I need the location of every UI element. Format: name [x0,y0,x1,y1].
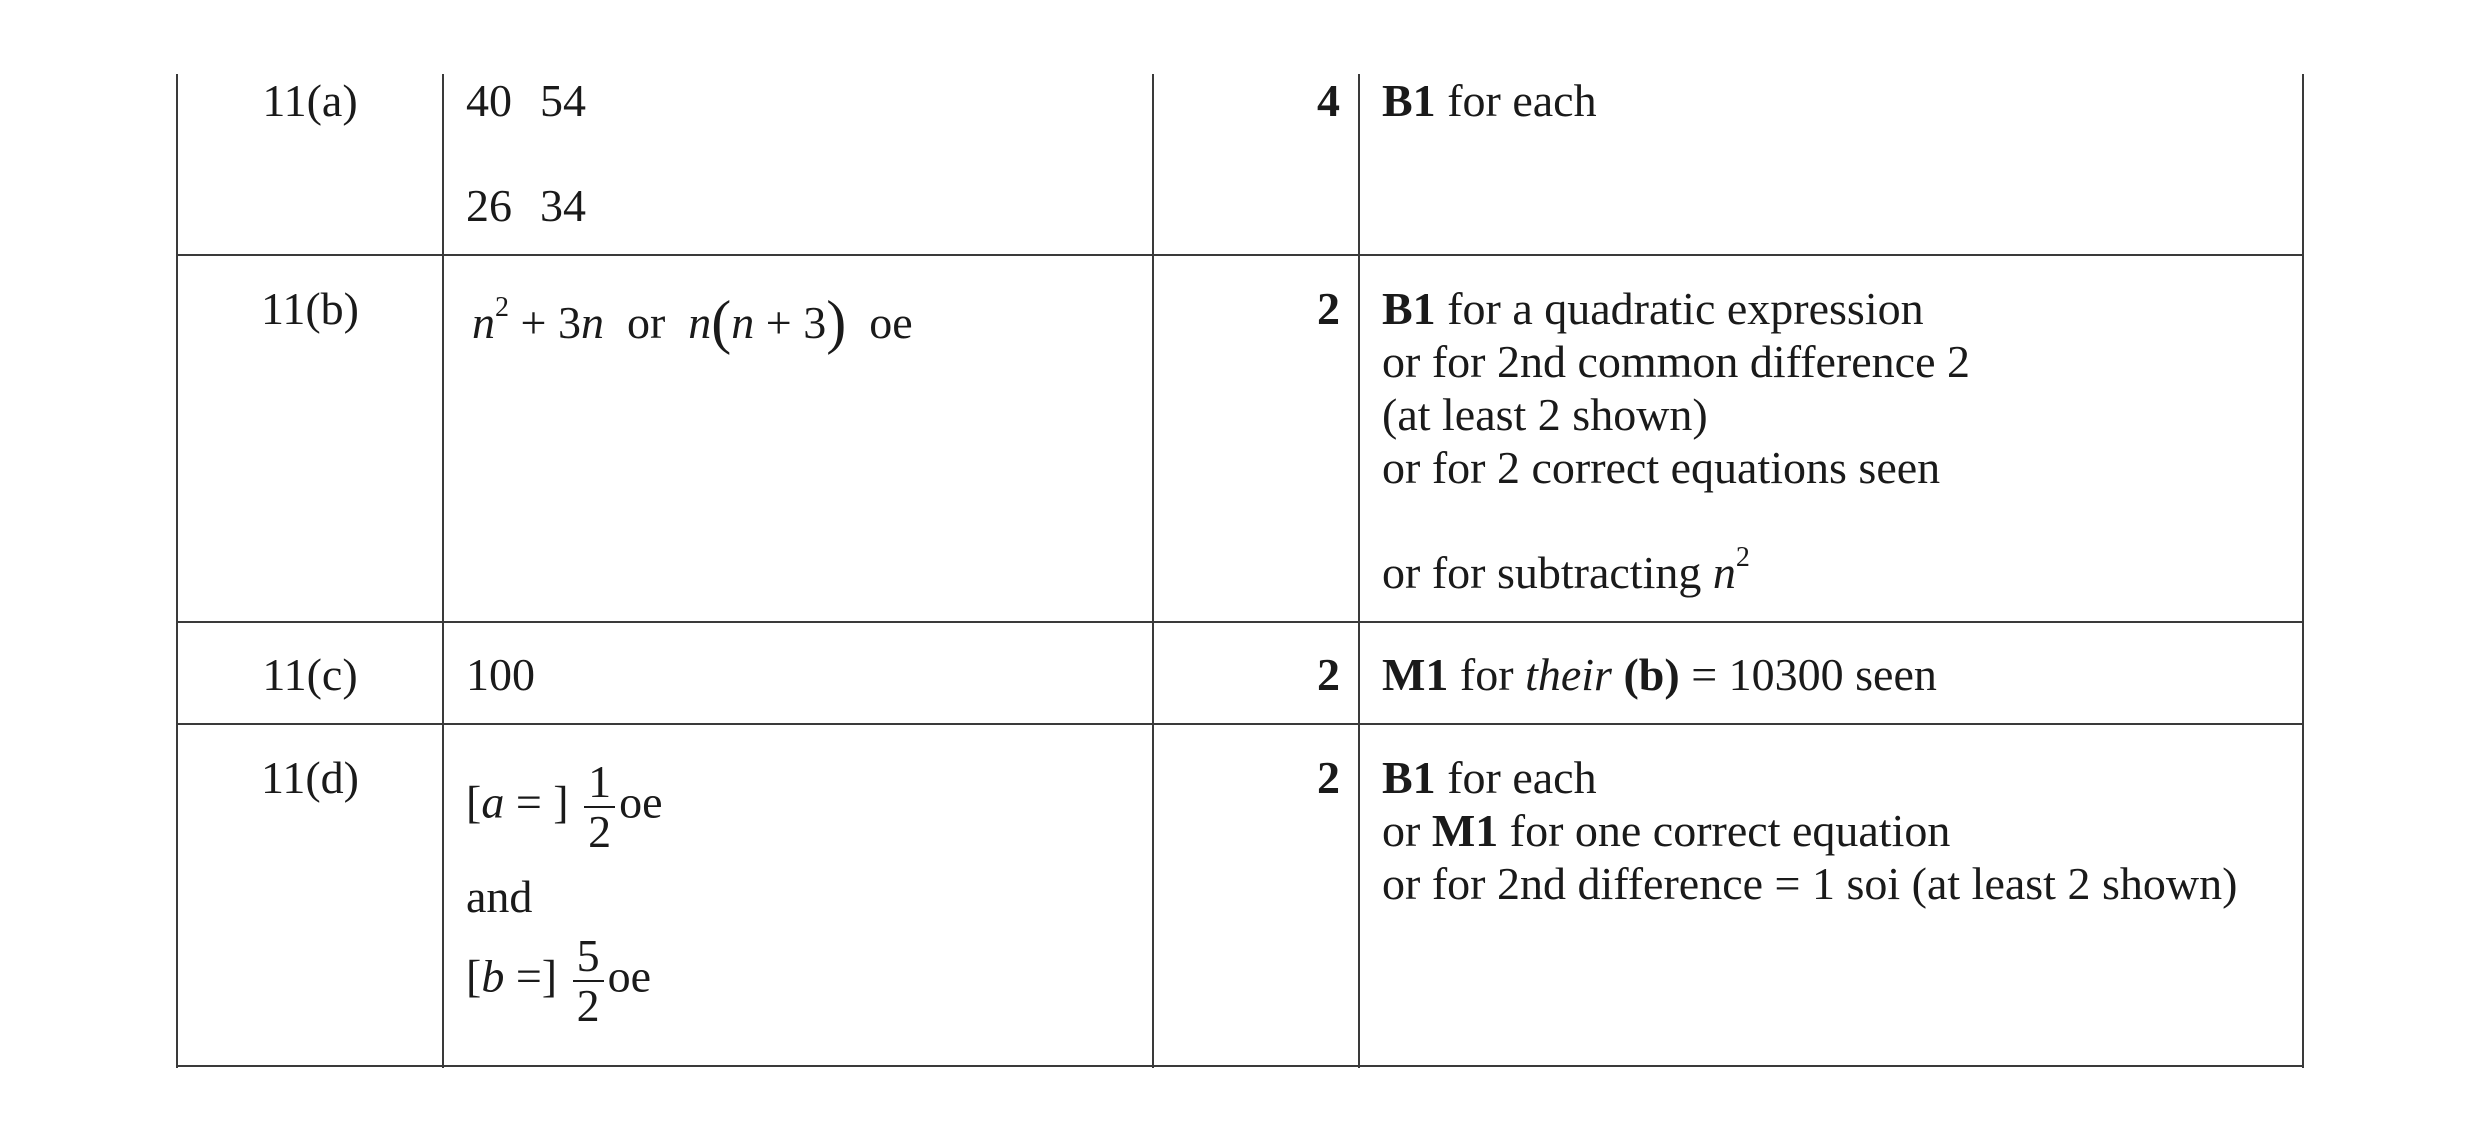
guidance-text: their [1525,649,1612,700]
guidance-line [1382,804,1950,857]
bracket: ) [826,289,847,355]
variable-n: n [688,297,712,348]
guidance-line [1382,751,1597,804]
question-number: 11(c) [262,649,358,700]
mark-code-b1: B1 [1382,752,1436,803]
question-number: 11(b) [261,283,359,334]
oe-text: oe [607,950,652,1002]
marks: 2 [1317,752,1340,803]
bracket: ( [711,289,732,355]
answer-expression [472,289,913,355]
part-reference: (b) [1623,649,1680,700]
variable-b: b [481,950,505,1002]
exponent: 2 [1735,542,1750,573]
variable-n: n [1712,547,1736,598]
question-number: 11(d) [261,752,359,803]
variable-n: n [731,297,755,348]
answer-line [466,74,586,127]
marks: 2 [1317,283,1340,334]
fraction-one-half [584,758,615,856]
denominator: 2 [576,980,600,1031]
answer-value: 26 [466,180,512,231]
row-divider [176,254,2304,256]
guidance-line [1382,648,1937,701]
marks: 4 [1317,75,1340,126]
table-border-right [2302,74,2304,1068]
guidance-text: for a quadratic expression [1447,283,1924,334]
answer-value: 54 [540,75,586,126]
marks: 2 [1317,649,1340,700]
label-bracket: [ [466,950,482,1002]
guidance-line [1382,282,1924,335]
term: + 3 [765,297,827,348]
guidance-text: = 10300 seen [1691,649,1937,700]
row-divider [176,621,2304,623]
column-divider [1358,74,1360,1068]
answer-value: 34 [540,180,586,231]
denominator: 2 [588,806,612,857]
column-divider [442,74,444,1068]
mark-code-b1: B1 [1382,283,1436,334]
answer-value: 100 [466,649,535,700]
table-border-left [176,74,178,1068]
numerator: 5 [573,932,604,982]
oe-text: oe [619,776,663,828]
guidance-text: for each [1447,75,1597,126]
guidance-text: or for subtracting [1382,547,1702,598]
question-number: 11(a) [262,75,358,126]
label-bracket: =] [504,950,558,1002]
fraction-five-halves [573,932,604,1030]
label-bracket: [ [466,776,482,828]
guidance-text: for [1459,649,1514,700]
variable-n: n [472,297,495,348]
numerator: 1 [584,758,615,808]
column-divider [1152,74,1154,1068]
answer-line [466,179,586,232]
variable-a: a [481,776,505,828]
guidance-text: or [1382,805,1421,856]
mark-code-m1: M1 [1382,649,1449,700]
and-text: and [466,871,533,922]
guidance-text: for one correct equation [1509,805,1951,856]
guidance-line: or for 2 correct equations seen [1382,442,1941,493]
guidance-text: for each [1447,752,1597,803]
answer-value: 40 [466,75,512,126]
variable-n: n [580,297,604,348]
oe-text: oe [869,297,913,348]
guidance-line [1382,542,1750,599]
mark-code-m1: M1 [1431,805,1499,856]
row-divider [176,723,2304,725]
label-bracket: = ] [504,776,569,828]
or-text: or [626,297,666,348]
guidance-line: or for 2nd difference = 1 soi (at least 2 shown) [1382,858,2238,909]
table-border-bottom [176,1065,2304,1067]
mark-code-b1: B1 [1382,75,1436,126]
answer-b [466,932,651,1030]
exponent: 2 [495,292,509,323]
guidance-line: or for 2nd common difference 2 [1382,336,1971,387]
term: + 3 [520,297,581,348]
guidance-line: (at least 2 shown) [1382,389,1708,440]
guidance-line [1382,74,1597,127]
answer-a [466,758,663,856]
